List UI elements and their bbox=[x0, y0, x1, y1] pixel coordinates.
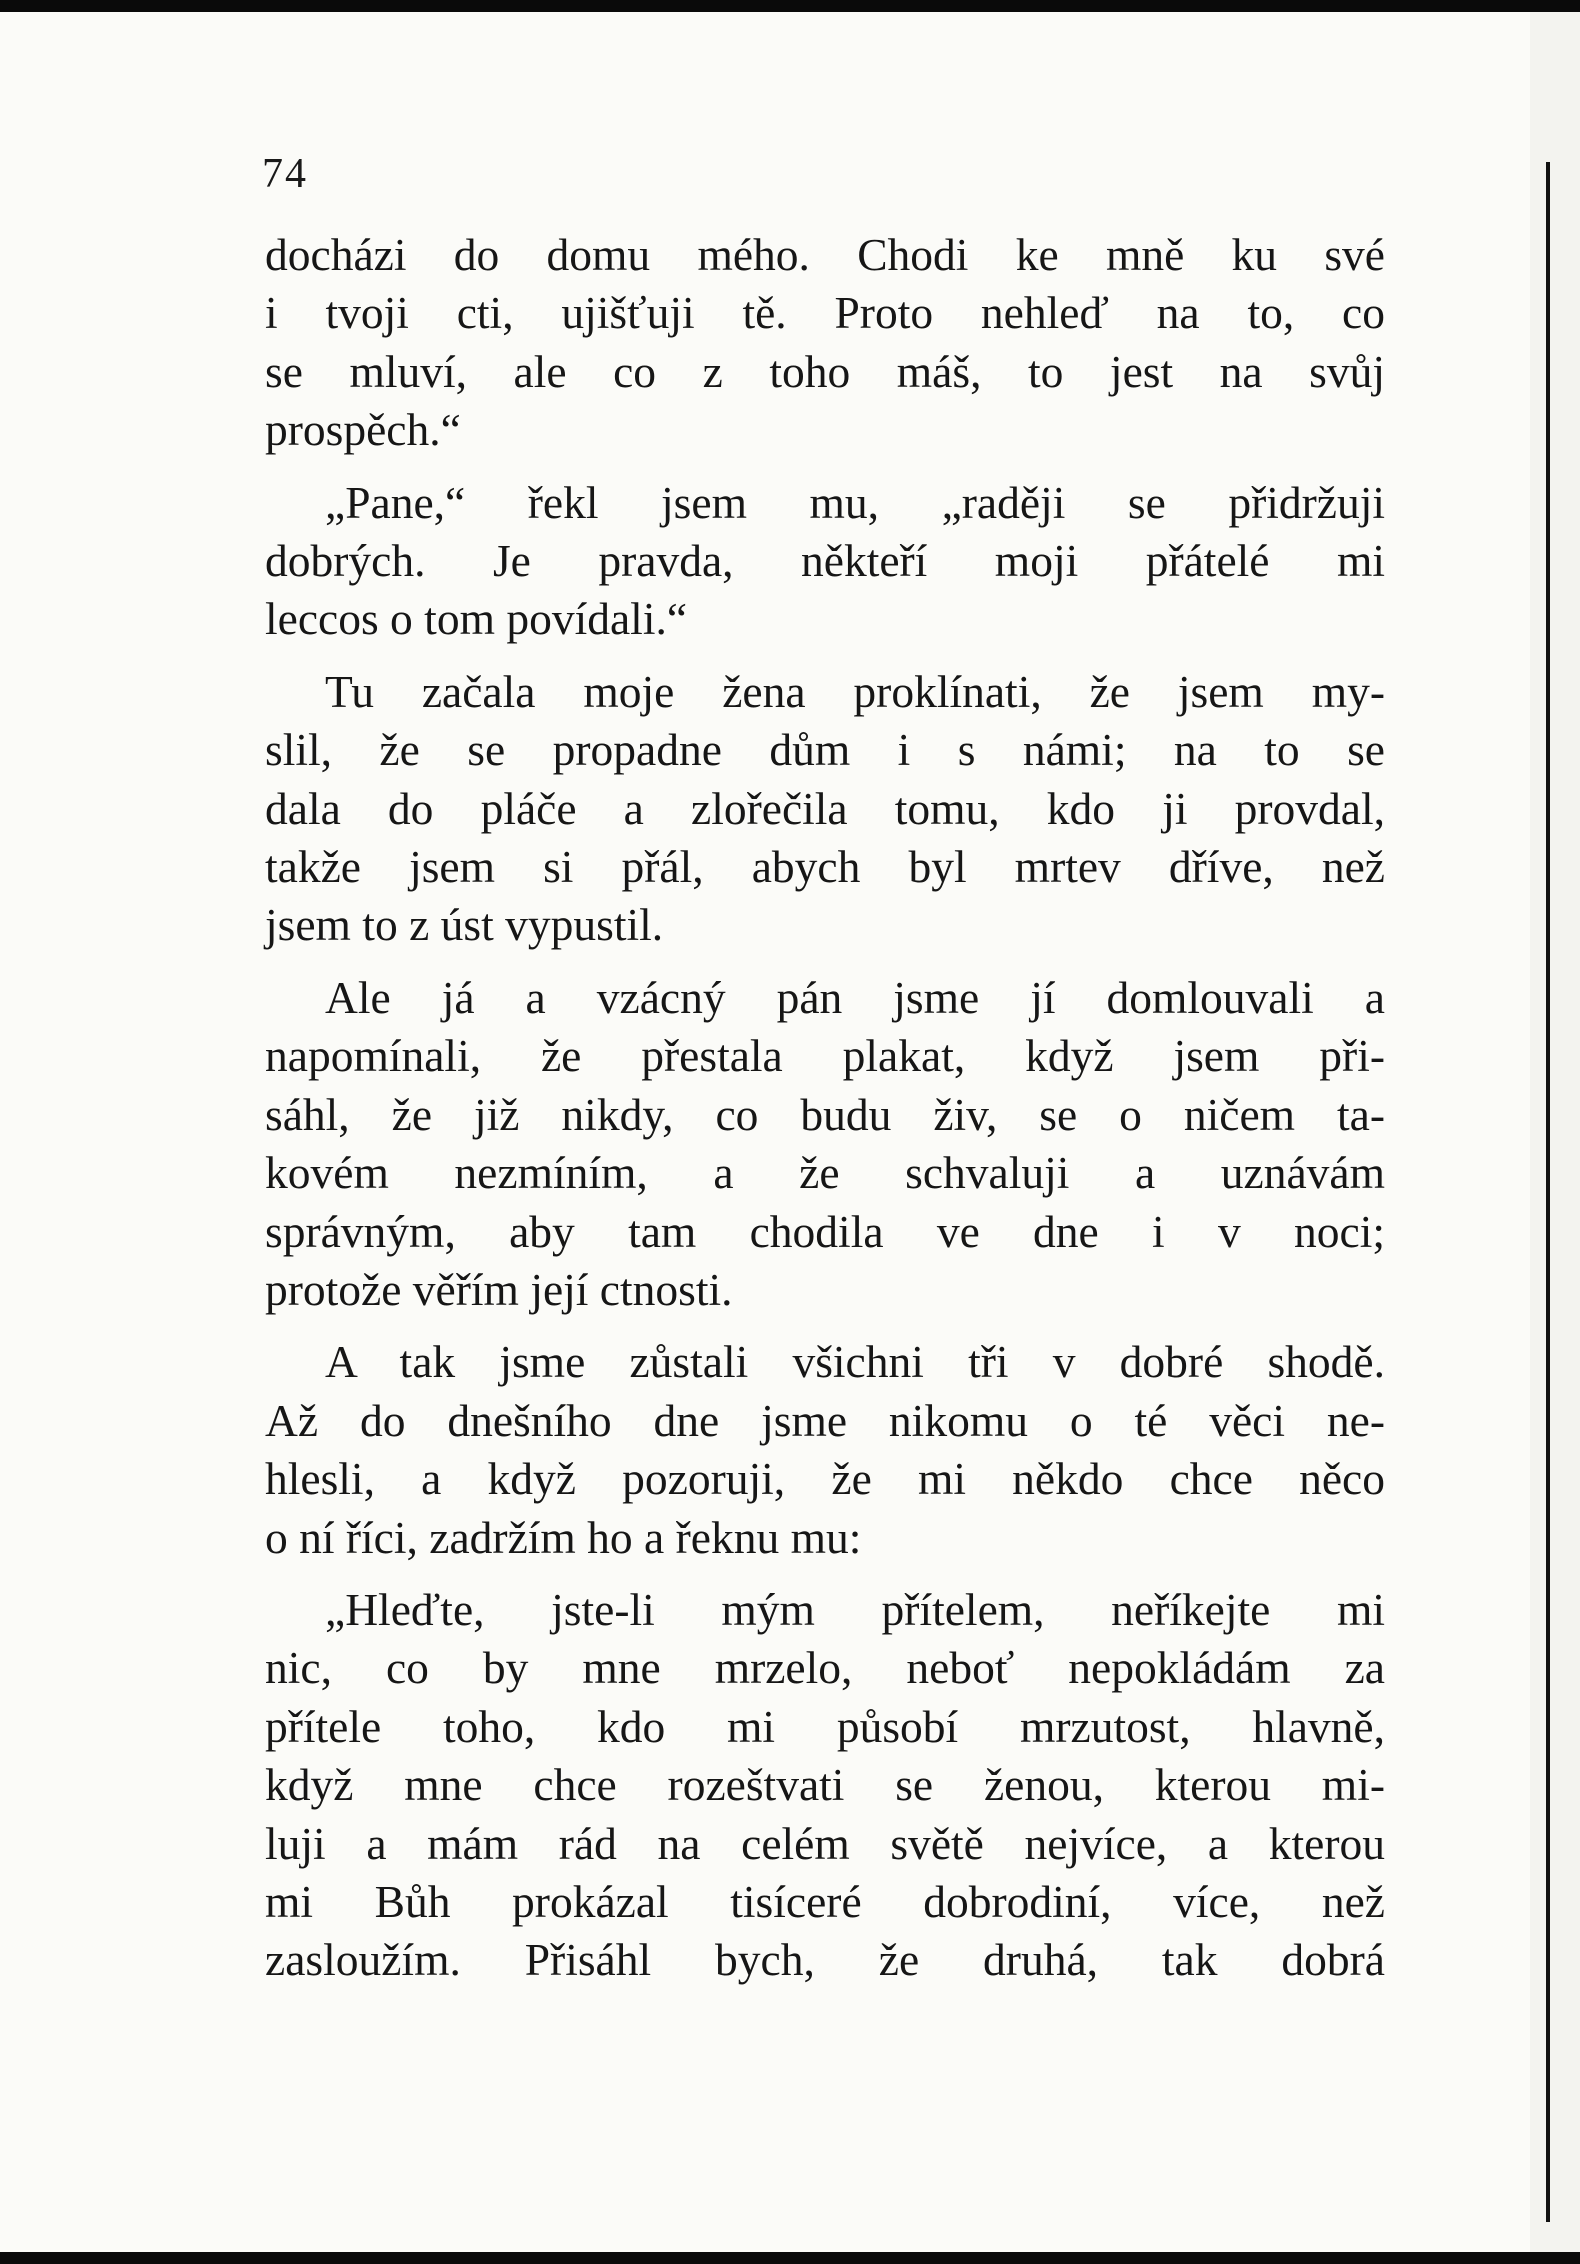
text-line: hlesli, a když pozoruji, že mi někdo chce něco bbox=[265, 1453, 1385, 1505]
text-line: mi Bůh prokázal tisíceré dobrodiní, více, než bbox=[265, 1875, 1385, 1927]
text-line: se mluví, ale co z toho máš, to jest na svůj bbox=[265, 345, 1385, 397]
text-line: Ale já a vzácný pán jsme jí domlouvali a bbox=[325, 971, 1385, 1023]
text-line: napomínali, že přestala plakat, když jsem při- bbox=[265, 1030, 1385, 1082]
text-line: prospěch.“ bbox=[265, 404, 461, 456]
text-line: luji a mám rád na celém světě nejvíce, a kterou bbox=[265, 1817, 1385, 1869]
page-edge-line bbox=[1546, 162, 1550, 2222]
text-line: když mne chce rozeštvati se ženou, kterou mi- bbox=[265, 1759, 1385, 1811]
text-line: sáhl, že již nikdy, co budu živ, se o ničem ta- bbox=[265, 1088, 1385, 1140]
text-line: přítele toho, kdo mi působí mrzutost, hlavně, bbox=[265, 1700, 1385, 1752]
paragraph-4 bbox=[265, 969, 1385, 1319]
text-line: docházi do domu mého. Chodi ke mně ku své bbox=[265, 229, 1385, 280]
text-line: kovém nezmíním, a že schvaluji a uznávám bbox=[265, 1147, 1385, 1199]
paragraph-6 bbox=[265, 1581, 1385, 1990]
text-line: jsem to z úst vypustil. bbox=[265, 899, 664, 951]
text-line: A tak jsme zůstali všichni tři v dobré shodě. bbox=[325, 1336, 1385, 1388]
text-line: leccos o tom povídali.“ bbox=[265, 593, 688, 645]
scan-bottom-border bbox=[0, 2252, 1580, 2264]
text-line: i tvoji cti, ujišťuji tě. Proto nehleď na to, co bbox=[265, 287, 1385, 339]
paragraph-3 bbox=[265, 663, 1385, 955]
text-line: dala do pláče a zlořečila tomu, kdo ji provdal, bbox=[265, 782, 1385, 834]
text-line: nic, co by mne mrzelo, neboť nepokládám za bbox=[265, 1642, 1385, 1694]
book-page bbox=[0, 12, 1530, 2252]
page-number: 74 bbox=[262, 151, 308, 197]
text-line: takže jsem si přál, abych byl mrtev dříve, než bbox=[265, 841, 1385, 893]
text-line: zasloužím. Přisáhl bych, že druhá, tak dobrá bbox=[265, 1934, 1385, 1986]
text-line: protože věřím její ctnosti. bbox=[265, 1263, 733, 1315]
text-line: „Hleďte, jste-li mým přítelem, neříkejte mi bbox=[325, 1583, 1385, 1635]
page-edge bbox=[1530, 12, 1580, 2264]
text-line: o ní říci, zadržím ho a řeknu mu: bbox=[265, 1511, 862, 1563]
text-line: „Pane,“ řekl jsem mu, „raději se přidržuji bbox=[325, 476, 1385, 528]
text-line: Tu začala moje žena proklínati, že jsem my- bbox=[325, 665, 1385, 717]
text-line: správným, aby tam chodila ve dne i v noci; bbox=[265, 1205, 1385, 1257]
text-line: Až do dnešního dne jsme nikomu o té věci ne- bbox=[265, 1394, 1385, 1446]
scan-top-border bbox=[0, 0, 1580, 12]
paragraph-5 bbox=[265, 1333, 1385, 1567]
body-text bbox=[265, 226, 1385, 1990]
text-line: dobrých. Je pravda, někteří moji přátelé mi bbox=[265, 535, 1385, 587]
paragraph-1 bbox=[265, 226, 1385, 460]
text-line: slil, že se propadne dům i s námi; na to se bbox=[265, 724, 1385, 776]
paragraph-2 bbox=[265, 474, 1385, 649]
